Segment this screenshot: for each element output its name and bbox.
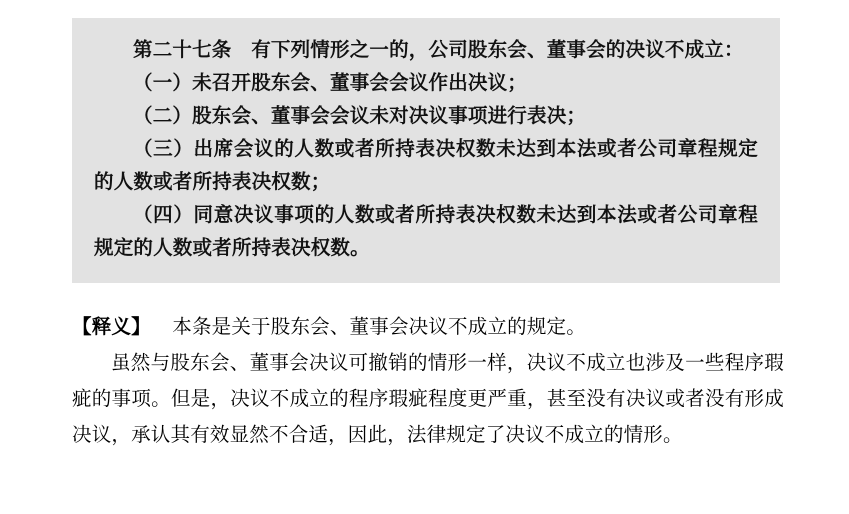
statute-item-3: （三）出席会议的人数或者所持表决权数未达到本法或者公司章程规定的人数或者所持表决权数； [94,139,758,193]
commentary-second-paragraph: 虽然与股东会、董事会决议可撤销的情形一样，决议不成立也涉及一些程序瑕疵的事项。但是，决议不成立的程序瑕疵程度更严重，甚至没有决议或者没有形成决议，承认其有效显然不合适，因此，法律规定了决议不成立的情形。 [72,353,784,446]
commentary-first-paragraph [72,310,784,346]
statute-item-1: （一）未召开股东会、董事会会议作出决议； [133,73,528,94]
commentary-section [72,310,784,454]
commentary-first-text: 本条是关于股东会、董事会决议不成立的规定。 [172,317,586,338]
statute-article-heading: 第二十七条 有下列情形之一的，公司股东会、董事会的决议不成立： [133,40,744,61]
statute-block [72,18,780,283]
commentary-label: 【释义】 [72,317,151,338]
statute-item-4: （四）同意决议事项的人数或者所持表决权数未达到本法或者公司章程规定的人数或者所持表决权数。 [94,205,758,259]
statute-item-2: （二）股东会、董事会会议未对决议事项进行表决； [133,106,587,127]
